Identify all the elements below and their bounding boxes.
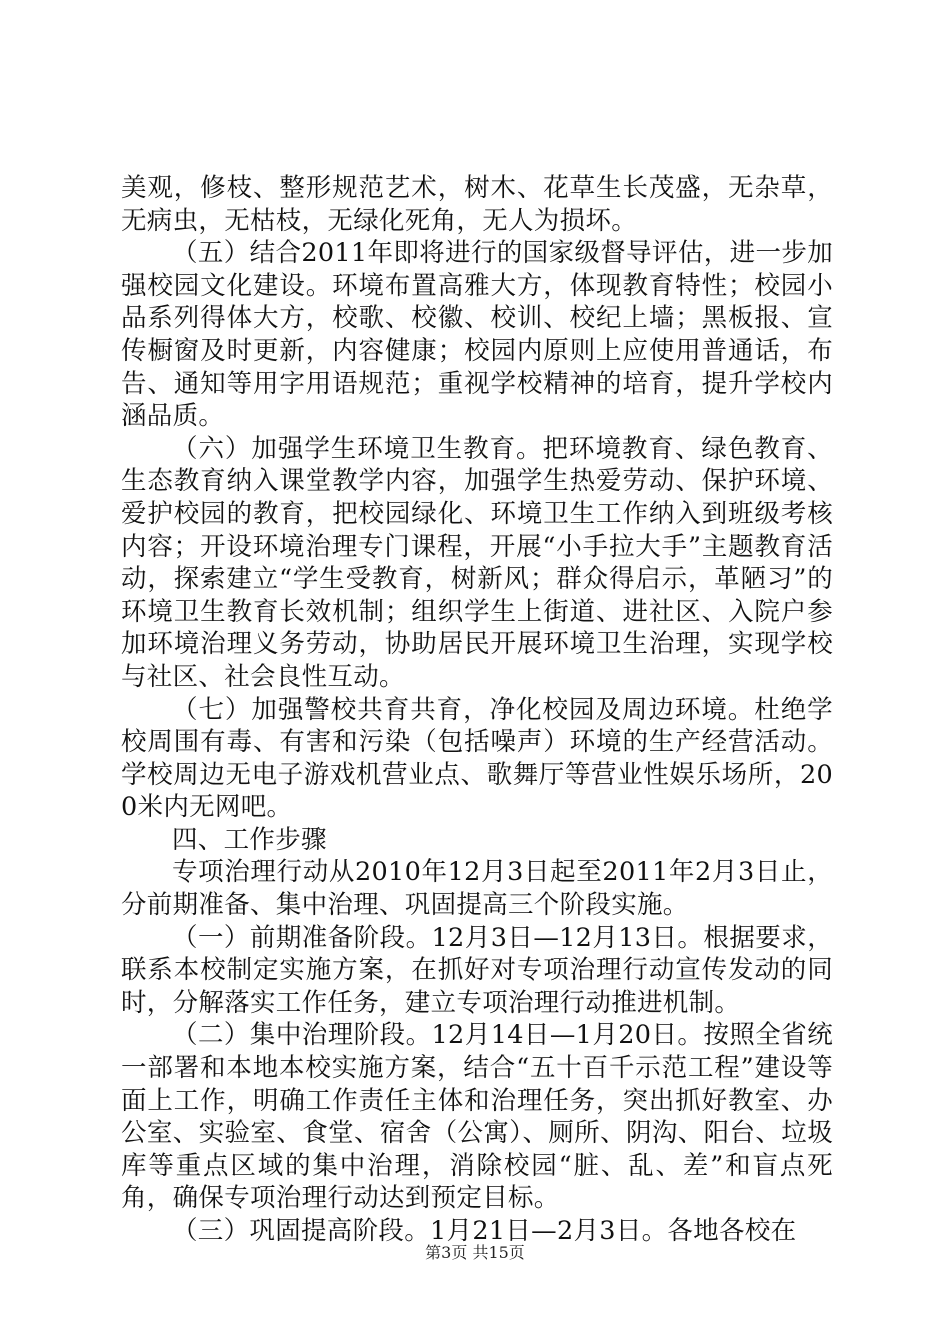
paragraph-item-six: （六）加强学生环境卫生教育。把环境教育、绿色教育、生态教育纳入课堂教学内容，加强学生热爱劳动、保护环境、爱护校园的教育，把校园绿化、环境卫生工作纳入到班级考核内容；开设环境治理专门课程，开展“小手拉大手”主题教育活动，探索建立“学生受教育，树新风；群众得启示，革陋习”的环境卫生教育长效机制；组织学生上街道、进社区、入院户参加环境治理义务劳动，协助居民开展环境卫生治理，实现学校与社区、社会良性互动。 [121, 433, 833, 692]
paragraph-item-five: （五）结合2011年即将进行的国家级督导评估，进一步加强校园文化建设。环境布置高雅大方，体现教育特性；校园小品系列得体大方，校歌、校徽、校训、校纪上墙；黑板报、宣传橱窗及时更新，内容健康；校园内原则上应使用普通话，布告、通知等用字用语规范；重视学校精神的培育，提升学校内涵品质。 [121, 238, 833, 432]
paragraph-overview: 专项治理行动从2010年12月3日起至2011年2月3日止，分前期准备、集中治理、巩固提高三个阶段实施。 [121, 857, 833, 921]
paragraph-item-seven: （七）加强警校共育共育，净化校园及周边环境。杜绝学校周围有毒、有害和污染（包括噪声）环境的生产经营活动。学校周边无电子游戏机营业点、歌舞厅等营业性娱乐场所，200米内无网吧。 [121, 694, 833, 823]
paragraph-stage-three: （三）巩固提高阶段。1月21日—2月3日。各地各校在 [172, 1216, 797, 1246]
paragraph-continued: 美观，修枝、整形规范艺术，树木、花草生长茂盛，无杂草，无病虫，无枯枝，无绿化死角，无人为损坏。 [121, 173, 833, 236]
section-heading-work-steps: 四、工作步骤 [172, 824, 327, 855]
document-body [121, 172, 833, 1248]
paragraph-stage-two: （二）集中治理阶段。12月14日—1月20日。按照全省统一部署和本地本校实施方案，结合“五十百千示范工程”建设等面上工作，明确工作责任主体和治理任务，突出抓好教室、办公室、实验室、食堂、宿舍（公寓）、厕所、阴沟、阳台、垃圾库等重点区域的集中治理，消除校园“脏、乱、差”和盲点死角，确保专项治理行动达到预定目标。 [121, 1020, 833, 1214]
page-footer: 第3页 共15页 [425, 1243, 525, 1262]
paragraph-stage-one: （一）前期准备阶段。12月3日—12月13日。根据要求，联系本校制定实施方案，在抓好对专项治理行动宣传发动的同时，分解落实工作任务，建立专项治理行动推进机制。 [121, 922, 833, 1018]
